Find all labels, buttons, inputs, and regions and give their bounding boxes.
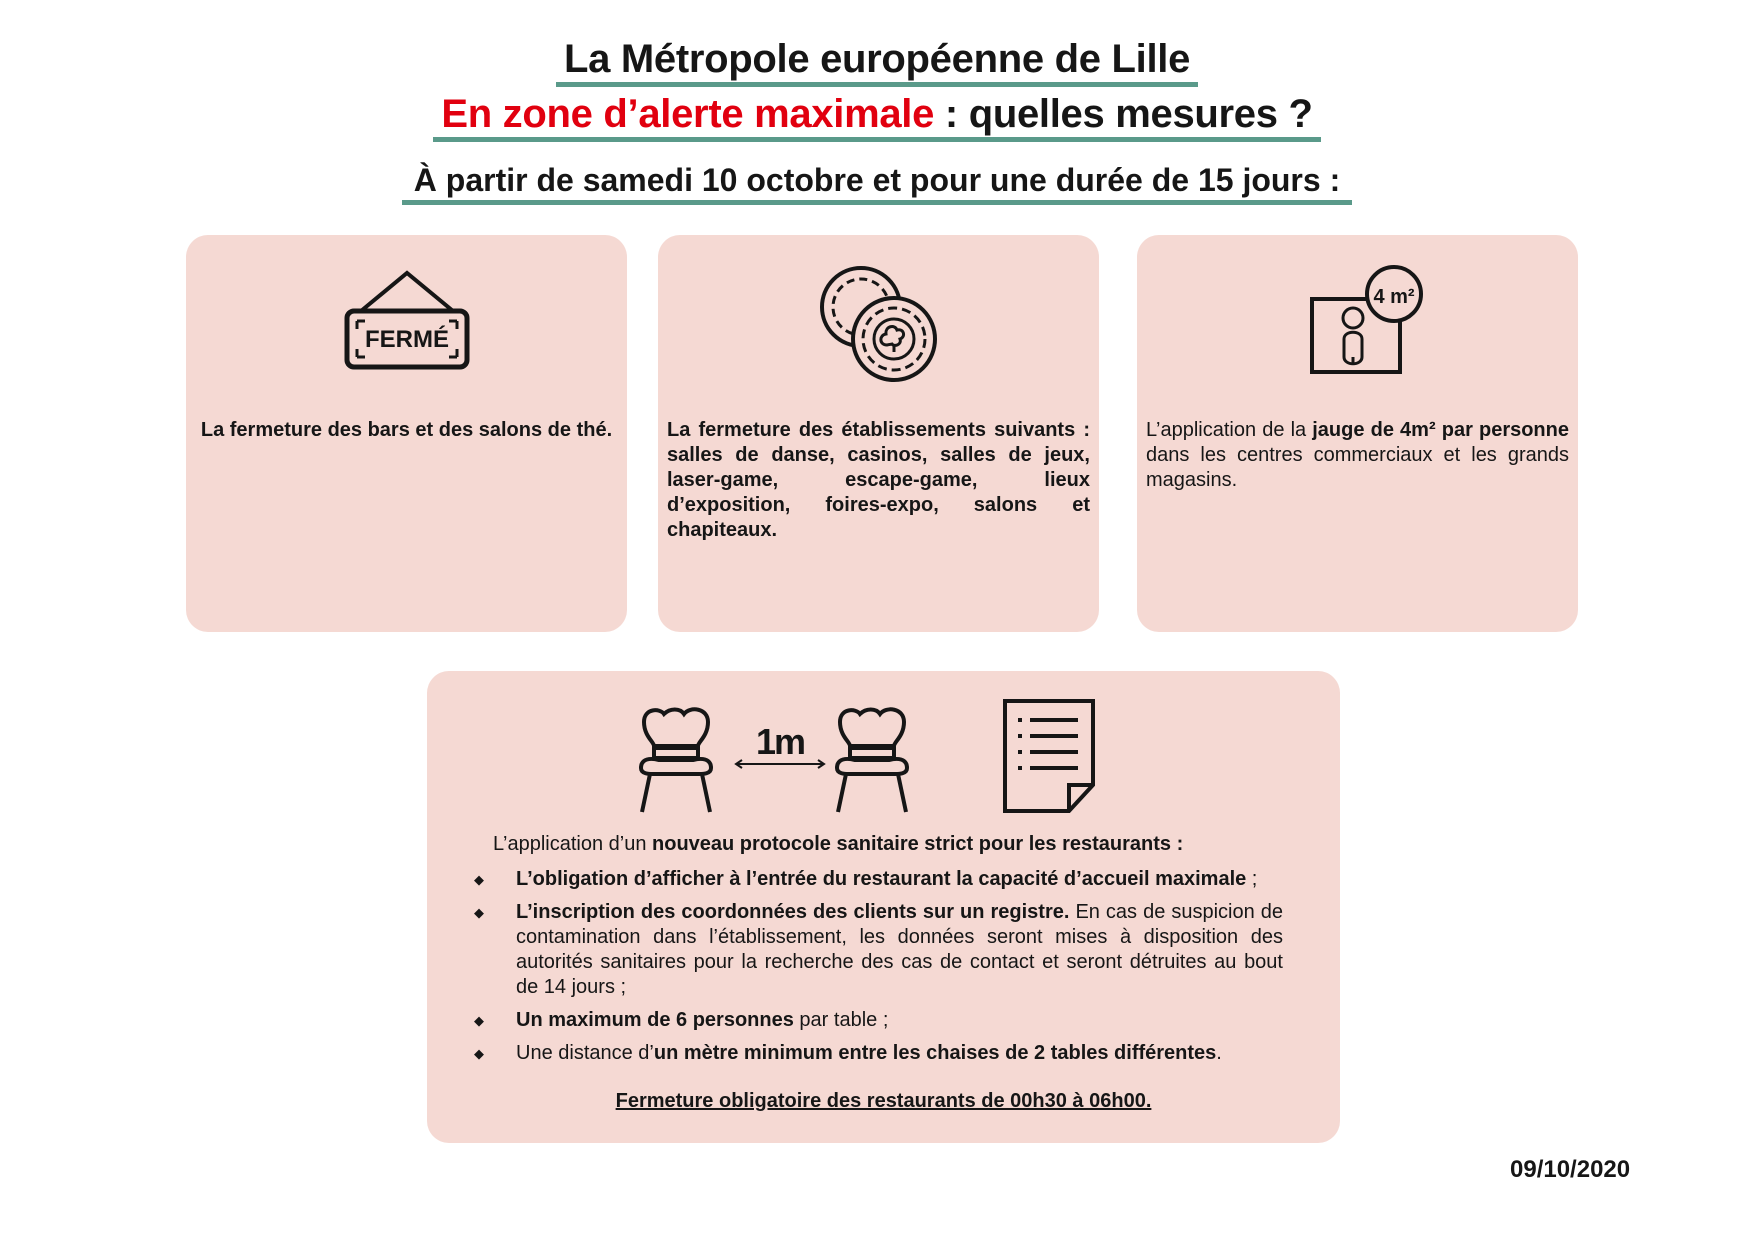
subtitle-block [0, 160, 1754, 205]
rule-pre: Une distance d’ [516, 1042, 654, 1064]
card-gauge [1137, 235, 1578, 632]
register-document-icon [1002, 698, 1097, 814]
chairs-distance-icon [638, 706, 928, 816]
rule-bold: L’inscription des coordonnées des clients sur un registre. [516, 901, 1070, 923]
restaurants-intro-part1: L’application d’un [493, 833, 653, 855]
rule-rest: par table ; [793, 1009, 889, 1031]
distance-label: 1m [755, 721, 805, 762]
rule-bold: Un maximum de 6 personnes [516, 1009, 794, 1031]
gauge-text-part1: L’application de la [1146, 419, 1313, 441]
list-item [470, 1041, 1283, 1066]
card-bars-closure [186, 235, 627, 632]
rule-rest: En cas de suspicion de contamination dans l’établissement, les données seront mises à disposition des autorités sanitaires pour la recherche des cas de contact et seront détruites au bout de 14 jours ; [516, 901, 1283, 998]
card-establishments-closure [658, 235, 1099, 632]
rule-bold: L’obligation d’afficher à l’entrée du restaurant la capacité d’accueil maximale [516, 868, 1247, 890]
card-restaurants [427, 671, 1340, 1143]
gauge-text [1146, 418, 1569, 493]
list-item [470, 867, 1283, 892]
title-question: : quelles mesures ? [934, 92, 1313, 136]
bullet-icon: ◆ [474, 872, 484, 887]
closed-sign-label: FERMÉ [365, 326, 449, 353]
chair-right-icon [837, 709, 907, 812]
title-block [0, 36, 1754, 142]
restaurant-rules-list [470, 867, 1283, 1074]
chair-left-icon [641, 709, 711, 812]
rule-bold: un mètre minimum entre les chaises de 2 tables différentes [653, 1042, 1217, 1064]
bullet-icon: ◆ [474, 905, 484, 920]
publication-date: 09/10/2020 [1510, 1156, 1631, 1183]
closed-sign-icon [343, 269, 471, 371]
list-item [470, 1008, 1283, 1033]
person-area-icon [1307, 265, 1427, 377]
casino-chips-icon [816, 263, 940, 383]
closing-hours-notice: Fermeture obligatoire des restaurants de 00h30 à 06h00. [615, 1090, 1152, 1112]
gauge-text-part2: dans les centres commerciaux et les grands magasins. [1146, 444, 1569, 491]
list-item [470, 900, 1283, 1000]
restaurants-intro-bold: nouveau protocole sanitaire strict pour les restaurants : [652, 833, 1184, 855]
restaurants-intro [493, 832, 1183, 857]
subtitle: À partir de samedi 10 octobre et pour une durée de 15 jours : [402, 160, 1352, 205]
bullet-icon: ◆ [474, 1046, 484, 1061]
rule-rest: . [1216, 1042, 1222, 1064]
gauge-icon-label: 4 m² [1373, 286, 1415, 308]
alert-zone-label: En zone d’alerte maximale [441, 92, 935, 136]
gauge-text-bold: jauge de 4m² par personne [1312, 419, 1569, 441]
page-title: La Métropole européenne de Lille [556, 36, 1198, 87]
bullet-icon: ◆ [474, 1013, 484, 1028]
establishments-closure-text: La fermeture des établissements suivants : salles de danse, casinos, salles de jeux, laser-game, escape-game, lieux d’exposition, foires-expo, salons et chapiteaux. [667, 419, 1090, 541]
page-title-alert [433, 91, 1320, 142]
bars-closure-text: La fermeture des bars et des salons de thé. [200, 419, 613, 441]
rule-rest: ; [1246, 868, 1258, 890]
